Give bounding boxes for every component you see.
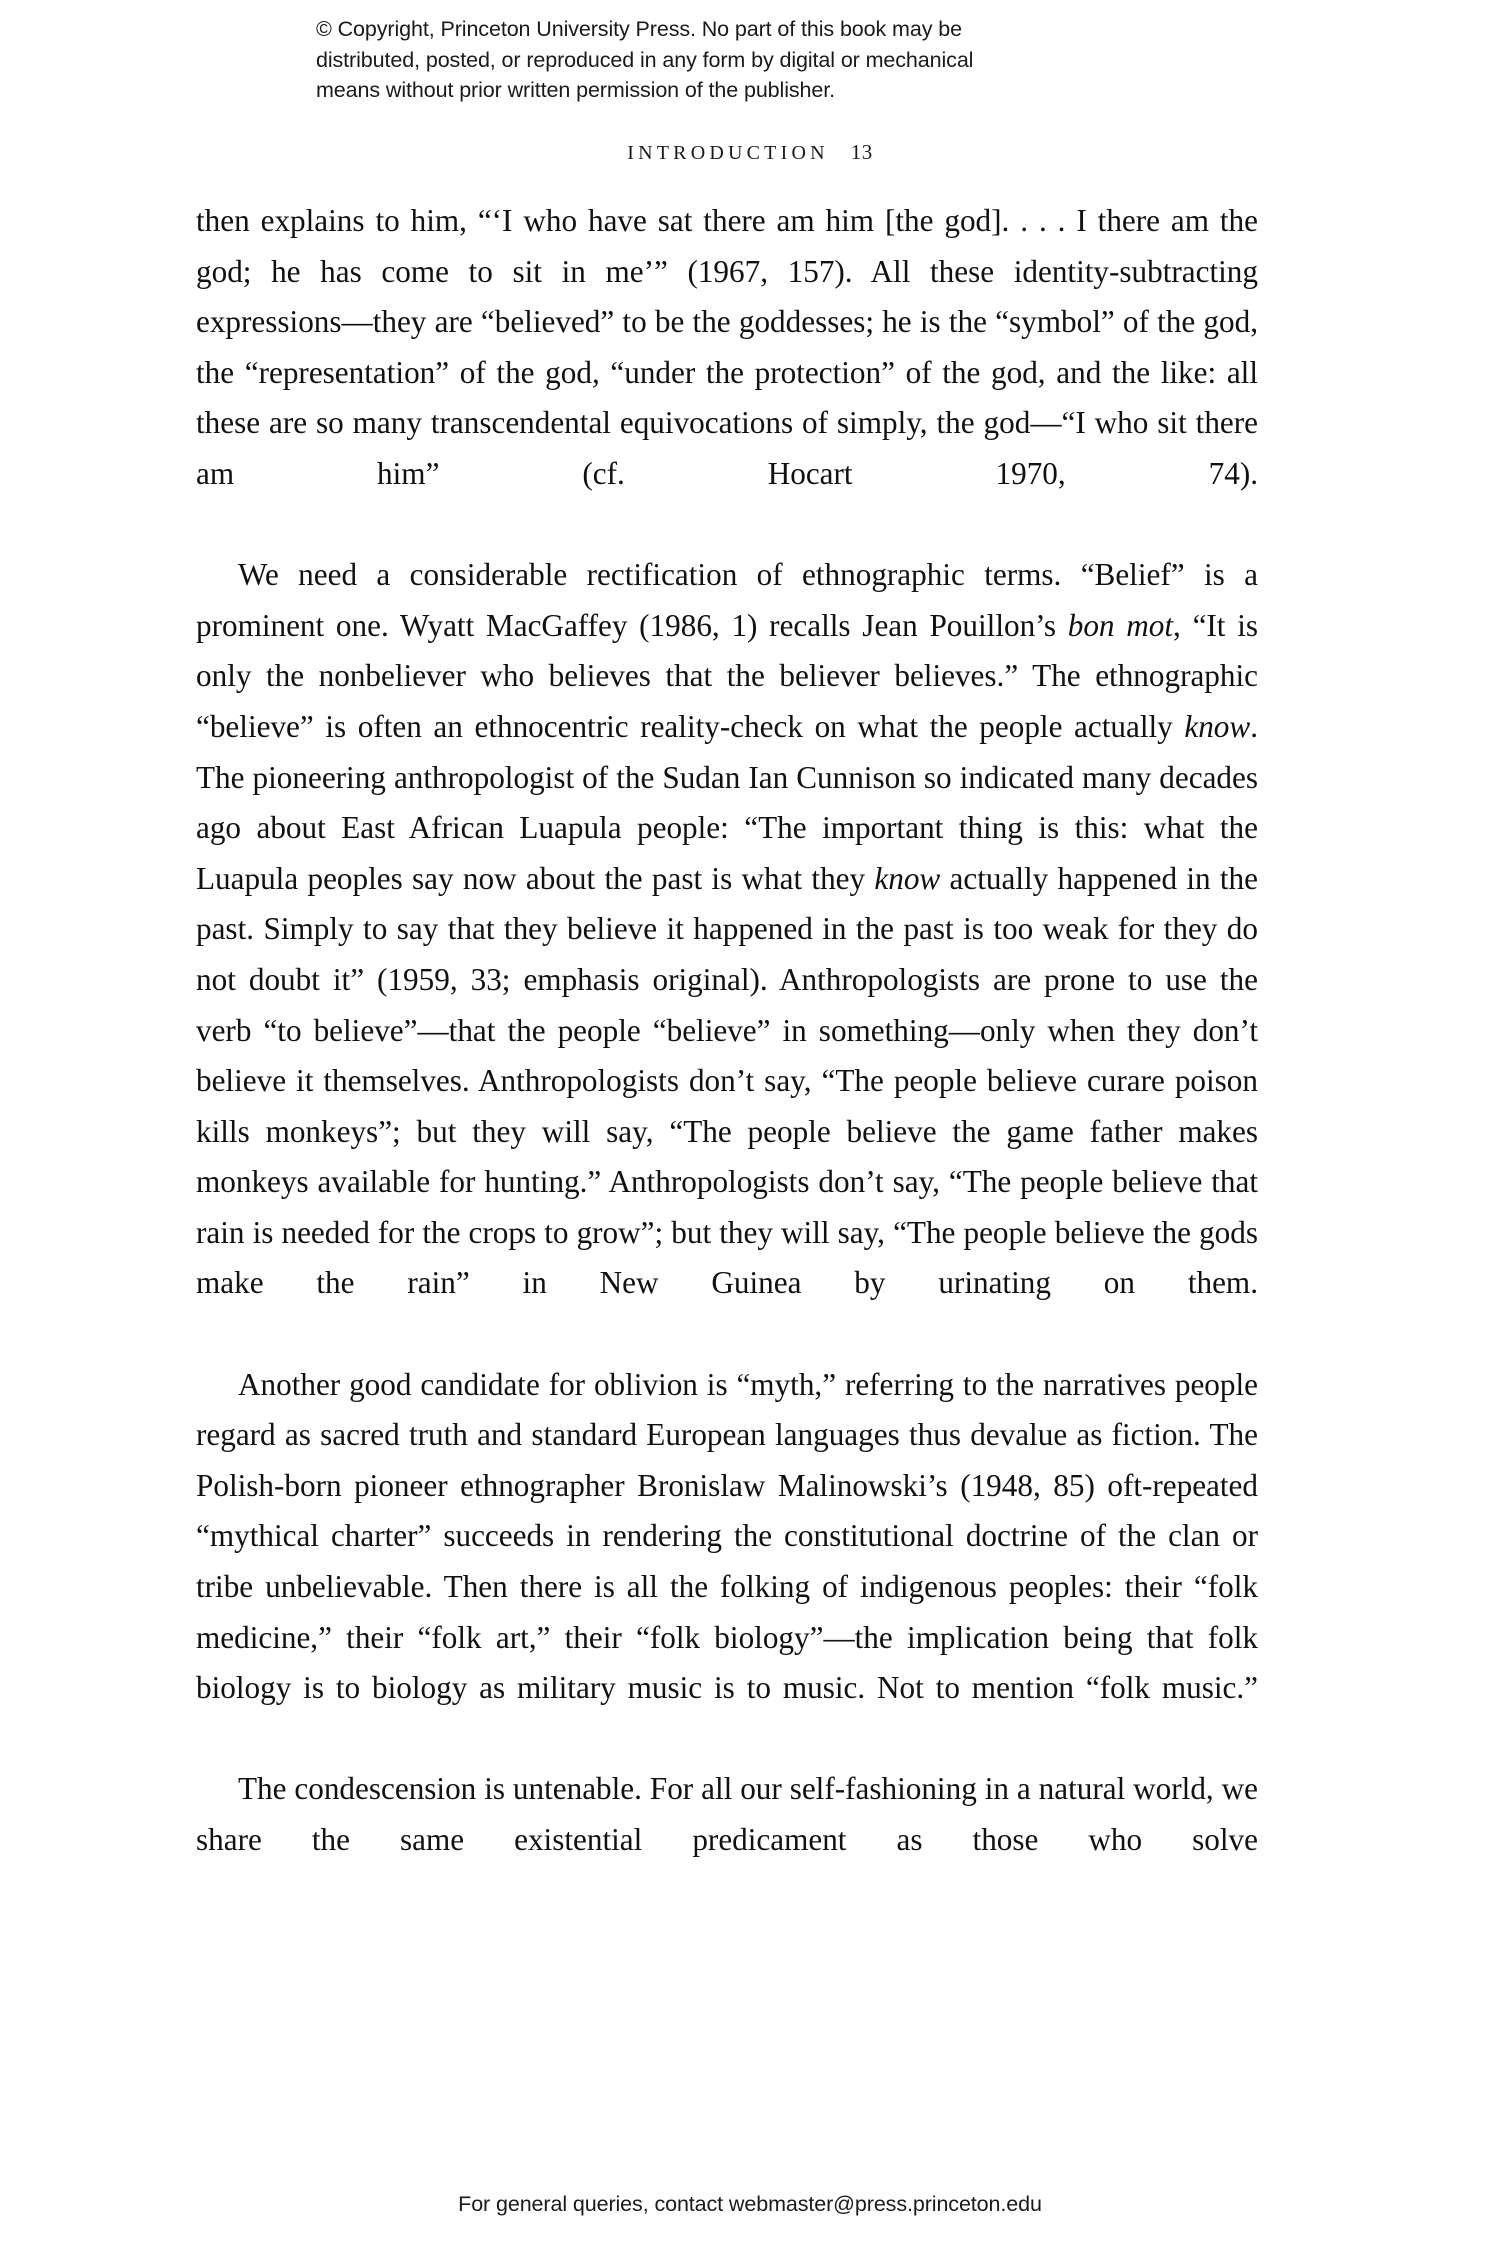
copyright-line: © Copyright, Princeton University Press. No part of this book may be [316,17,962,41]
copyright-notice [316,14,1196,106]
paragraph-3: Another good candidate for oblivion is “myth,” referring to the narratives people regard as sacred truth and standard European languages thus devalue as fiction. The Polish-born pioneer ethnographer Bronislaw Malinowski’s (1948, 85) oft-repeated “mythical charter” succeeds in rendering the constitutional doctrine of the clan or tribe unbelievable. Then there is all the folking of indigenous peoples: their “folk medicine,” their “folk art,” their “folk biology”—the implication being that folk biology is to biology as military music is to music. Not to mention “folk music.” [196,1366,1258,1706]
paragraph-4: The condescension is untenable. For all our self-fashioning in a natural world, we share the same existential predicament as those who solve [196,1771,1258,1857]
running-head-title: INTRODUCTION [627,142,829,164]
copyright-line: means without prior written permission of the publisher. [316,78,836,102]
paragraph-1: then explains to him, “‘I who have sat there am him [the god]. . . . I there am the god; he has come to sit in me’” (1967, 157). All these identity-subtracting expressions—they are “believed” to be the goddesses; he is the “symbol” of the god, the “representation” of the god, “under the protection” of the god, and the like: all these are so many transcendental equivocations of simply, the god—“I who sit there am him” (cf. Hocart 1970, 74). [196,203,1258,491]
footer-query-note: For general queries, contact webmaster@press.princeton.edu [458,2192,1042,2216]
paragraph-2: We need a considerable rectification of ethnographic terms. “Belief” is a prominent one. Wyatt MacGaffey (1986, 1) recalls Jean Pouillon’s bon mot, “It is only the nonbeliever who believes that the believer believes.” The ethnographic “believe” is often an ethnocentric reality-check on what the people actually know. The pioneering anthropologist of the Sudan Ian Cunnison so indicated many decades ago about East African Luapula people: “The important thing is this: what the Luapula peoples say now about the past is what they know actually happened in the past. Simply to say that they believe it happened in the past is too weak for they do not doubt it” (1959, 33; emphasis original). Anthropologists are prone to use the verb “to believe”—that the people “believe” in something—only when they don’t believe it themselves. Anthropologists don’t say, “The people believe curare poison kills monkeys”; but they will say, “The people believe the game father makes monkeys available for hunting.” Anthropologists don’t say, “The people believe that rain is needed for the crops to grow”; but they will say, “The people believe the gods make the rain” in New Guinea by urinating on them. [196,557,1259,1301]
body-text-block [196,196,1258,1916]
running-head [0,140,1500,165]
copyright-line: distributed, posted, or reproduced in any form by digital or mechanical [316,47,974,72]
page-number: 13 [850,140,873,164]
